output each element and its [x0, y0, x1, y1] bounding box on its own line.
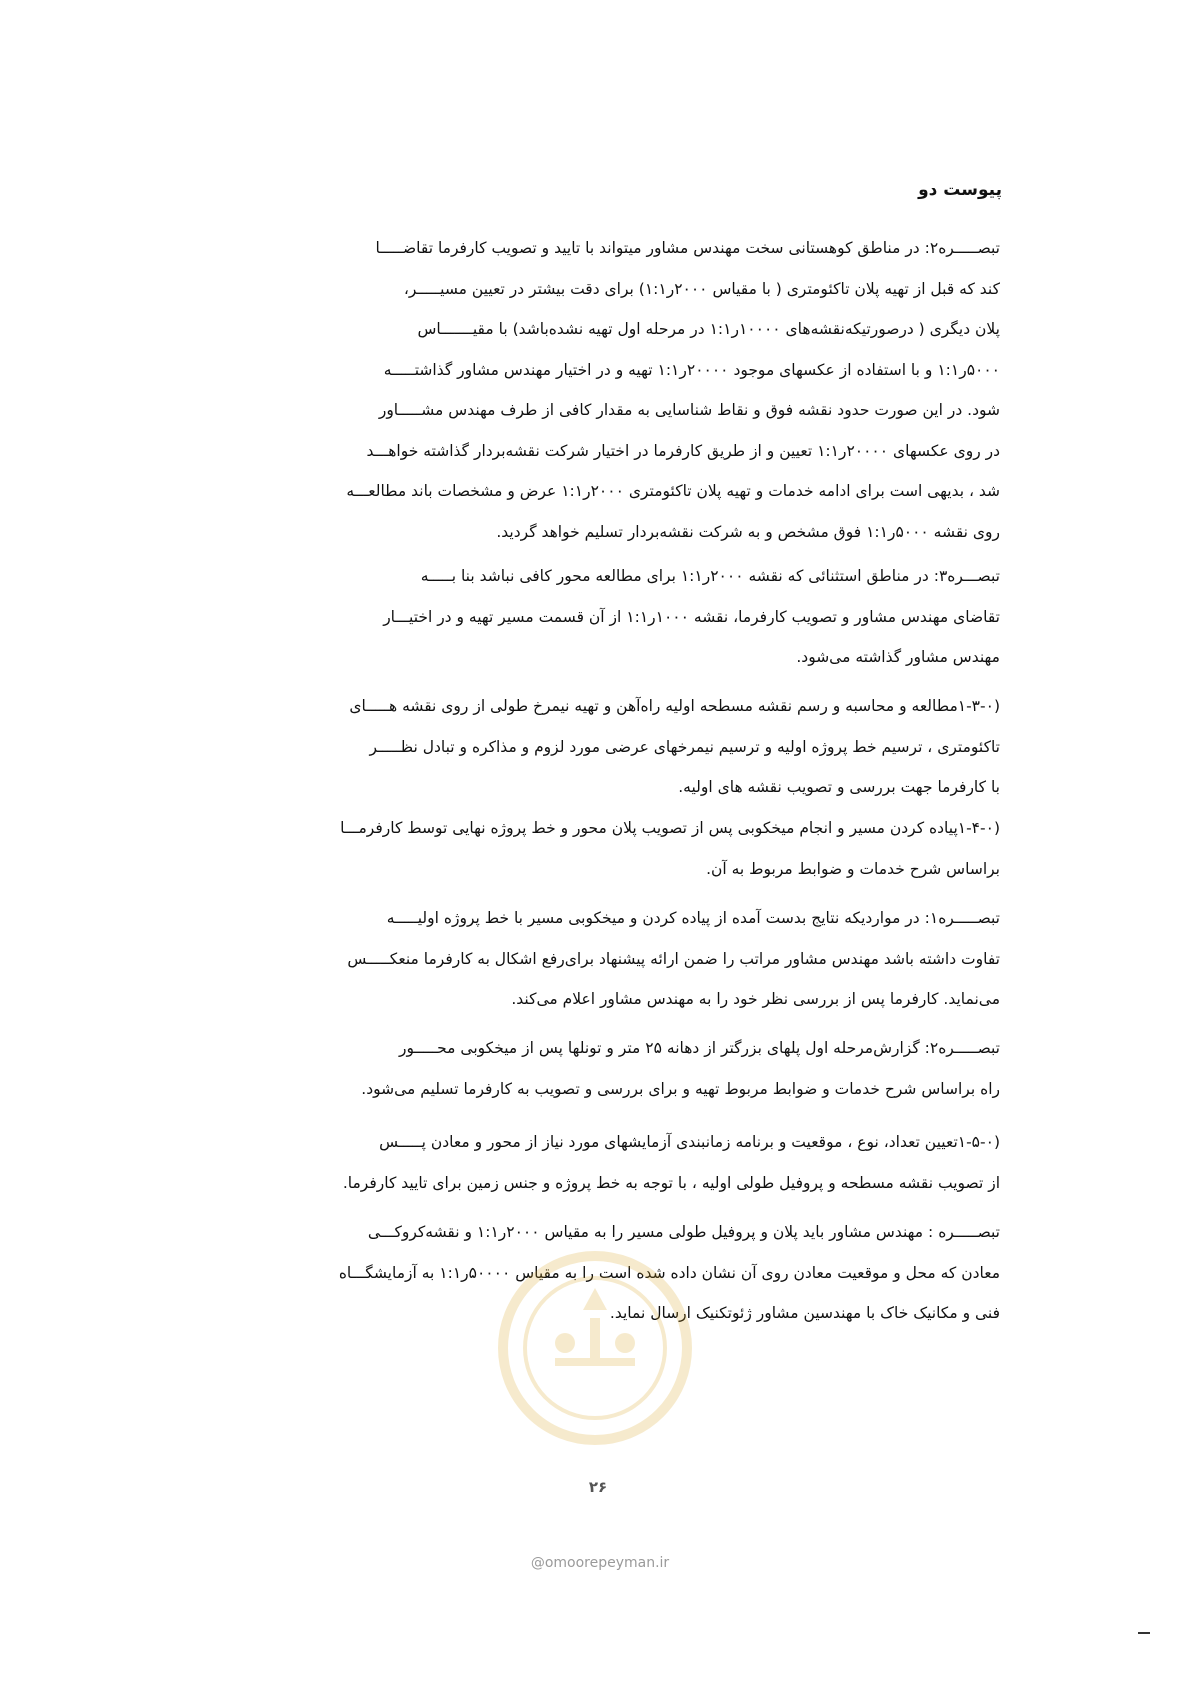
text-line: در روی عکسهای ۲۰۰۰۰ر۱:۱ تعیین و از طریق کارفرما در اختیار شرکت نقشه‌بردار گذاشته خواهـــد [366, 441, 1000, 460]
text-line: (۱-۵-۰تعیین تعداد، نوع ، موقعیت و برنامه زمانبندی آزمایشهای مورد نیاز از محور و معادن پـــــس [379, 1133, 1000, 1151]
text-line: شد ، بدیهی است برای ادامه خدمات و تهیه پلان تاکئومتری ۲۰۰۰ر۱:۱ عرض و مشخصات باند مطالعـــه [346, 482, 1000, 500]
text-line: تقاضای مهندس مشاور و تصویب کارفرما، نقشه ۱۰۰۰ر۱:۱ از آن قسمت مسیر تهیه و در اختیـــار [383, 607, 1000, 626]
text-line: مهندس مشاور گذاشته می‌شود. [796, 648, 1000, 666]
page-number: ۲۶ [588, 1478, 608, 1496]
text-line: تبصـــره۳: در مناطق استثنائی که نقشه ۲۰۰۰ر۱:۱ برای مطالعه محور کافی نباشد بنا بـــــه [420, 567, 1000, 585]
text-line: تبصـــــره : مهندس مشاور باید پلان و پروفیل طولی مسیر را به مقیاس ۲۰۰۰ر۱:۱ و نقشه‌کروکـــی [367, 1223, 1000, 1241]
margin-mark [1138, 1632, 1150, 1634]
text-line: شود. در این صورت حدود نقشه فوق و نقاط شناسایی به مقدار کافی از طرف مهندس مشـــــاور [378, 401, 1000, 419]
text-line: راه براساس شرح خدمات و ضوابط مربوط تهیه و برای بررسی و تصویب به کارفرما تسلیم می‌شود. [361, 1079, 1000, 1098]
text-line: فنی و مکانیک خاک با مهندسین مشاور ژئوتکنیک ارسال نماید. [609, 1304, 1000, 1322]
text-line: معادن که محل و موقعیت معادن روی آن نشان داده شده است را به مقیاس ۵۰۰۰۰ر۱:۱ به آزمایشگـــاه [338, 1263, 1000, 1282]
paragraph-note-2 [170, 228, 1000, 552]
text-line: کند که قبل از تهیه پلان تاکئومتری ( با مقیاس ۲۰۰۰ر۱:۱) برای دقت بیشتر در تعیین مسیـــــر، [403, 279, 1000, 298]
text-line: پلان دیگری ( درصورتیکه‌نقشه‌های ۱۰۰۰۰ر۱:۱ در مرحله اول تهیه نشده‌باشد) با مقیـــــــاس [417, 320, 1000, 338]
text-line: تبصـــــره۲: گزارش‌مرحله اول پلهای بزرگتر از دهانه ۲۵ متر و تونلها پس از میخکوبی محـــــور [398, 1039, 1000, 1057]
paragraph-note-3 [170, 556, 1000, 678]
watermark-seal-icon [495, 1248, 695, 1448]
text-line: (۱-۳-۰مطالعه و محاسبه و رسم نقشه مسطحه اولیه راه‌آهن و تهیه نیمرخ طولی از روی نقشه هـــــای [349, 697, 1000, 715]
website-watermark: @omoorepeyman.ir [530, 1555, 670, 1571]
text-line: (۱-۴-۰پیاده کردن مسیر و انجام میخکوبی پس از تصویب پلان محور و خط پروژه نهایی توسط کارفرمـــا [340, 819, 1000, 837]
text-line: براساس شرح خدمات و ضوابط مربوط به آن. [706, 859, 1000, 878]
text-line: با کارفرما جهت بررسی و تصویب نقشه های اولیه. [678, 778, 1000, 796]
paragraph-item-1-4 [170, 808, 1000, 889]
text-line: تفاوت داشته باشد مهندس مشاور مراتب را ضمن ارائه پیشنهاد برای‌رفع اشکال به کارفرما منعکـــــس [347, 949, 1000, 968]
paragraph-item-1-3 [170, 686, 1000, 808]
paragraph-note-2b [170, 1028, 1000, 1109]
text-line: تاکئومتری ، ترسیم خط پروژه اولیه و ترسیم نیمرخهای عرضی مورد لزوم و مذاکره و تبادل نظـــــر [369, 737, 1000, 756]
text-line: ۵۰۰۰ر۱:۱ و با استفاده از عکسهای موجود ۲۰۰۰۰ر۱:۱ تهیه و در اختیار مهندس مشاور گذاشتـــــه [383, 360, 1000, 379]
page-heading: پیوست دو [918, 180, 1002, 200]
paragraph-item-1-5 [170, 1122, 1000, 1203]
text-line: تبصـــــره۲: در مناطق کوهستانی سخت مهندس مشاور میتواند با تایید و تصویب کارفرما تقاضـــــا [375, 239, 1000, 257]
text-line: از تصویب نقشه مسطحه و پروفیل طولی اولیه ، با توجه به خط پروژه و جنس زمین برای تایید کارفرما. [342, 1173, 1000, 1192]
paragraph-note-1 [170, 898, 1000, 1020]
text-line: روی نقشه ۵۰۰۰ر۱:۱ فوق مشخص و به شرکت نقشه‌بردار تسلیم خواهد گردید. [496, 522, 1000, 541]
text-line: می‌نماید. کارفرما پس از بررسی نظر خود را به مهندس مشاور اعلام می‌کند. [511, 990, 1000, 1008]
text-line: تبصـــــره۱: در مواردیکه نتایج بدست آمده از پیاده کردن و میخکوبی مسیر با خط پروژه اولیـــــه [386, 909, 1000, 927]
